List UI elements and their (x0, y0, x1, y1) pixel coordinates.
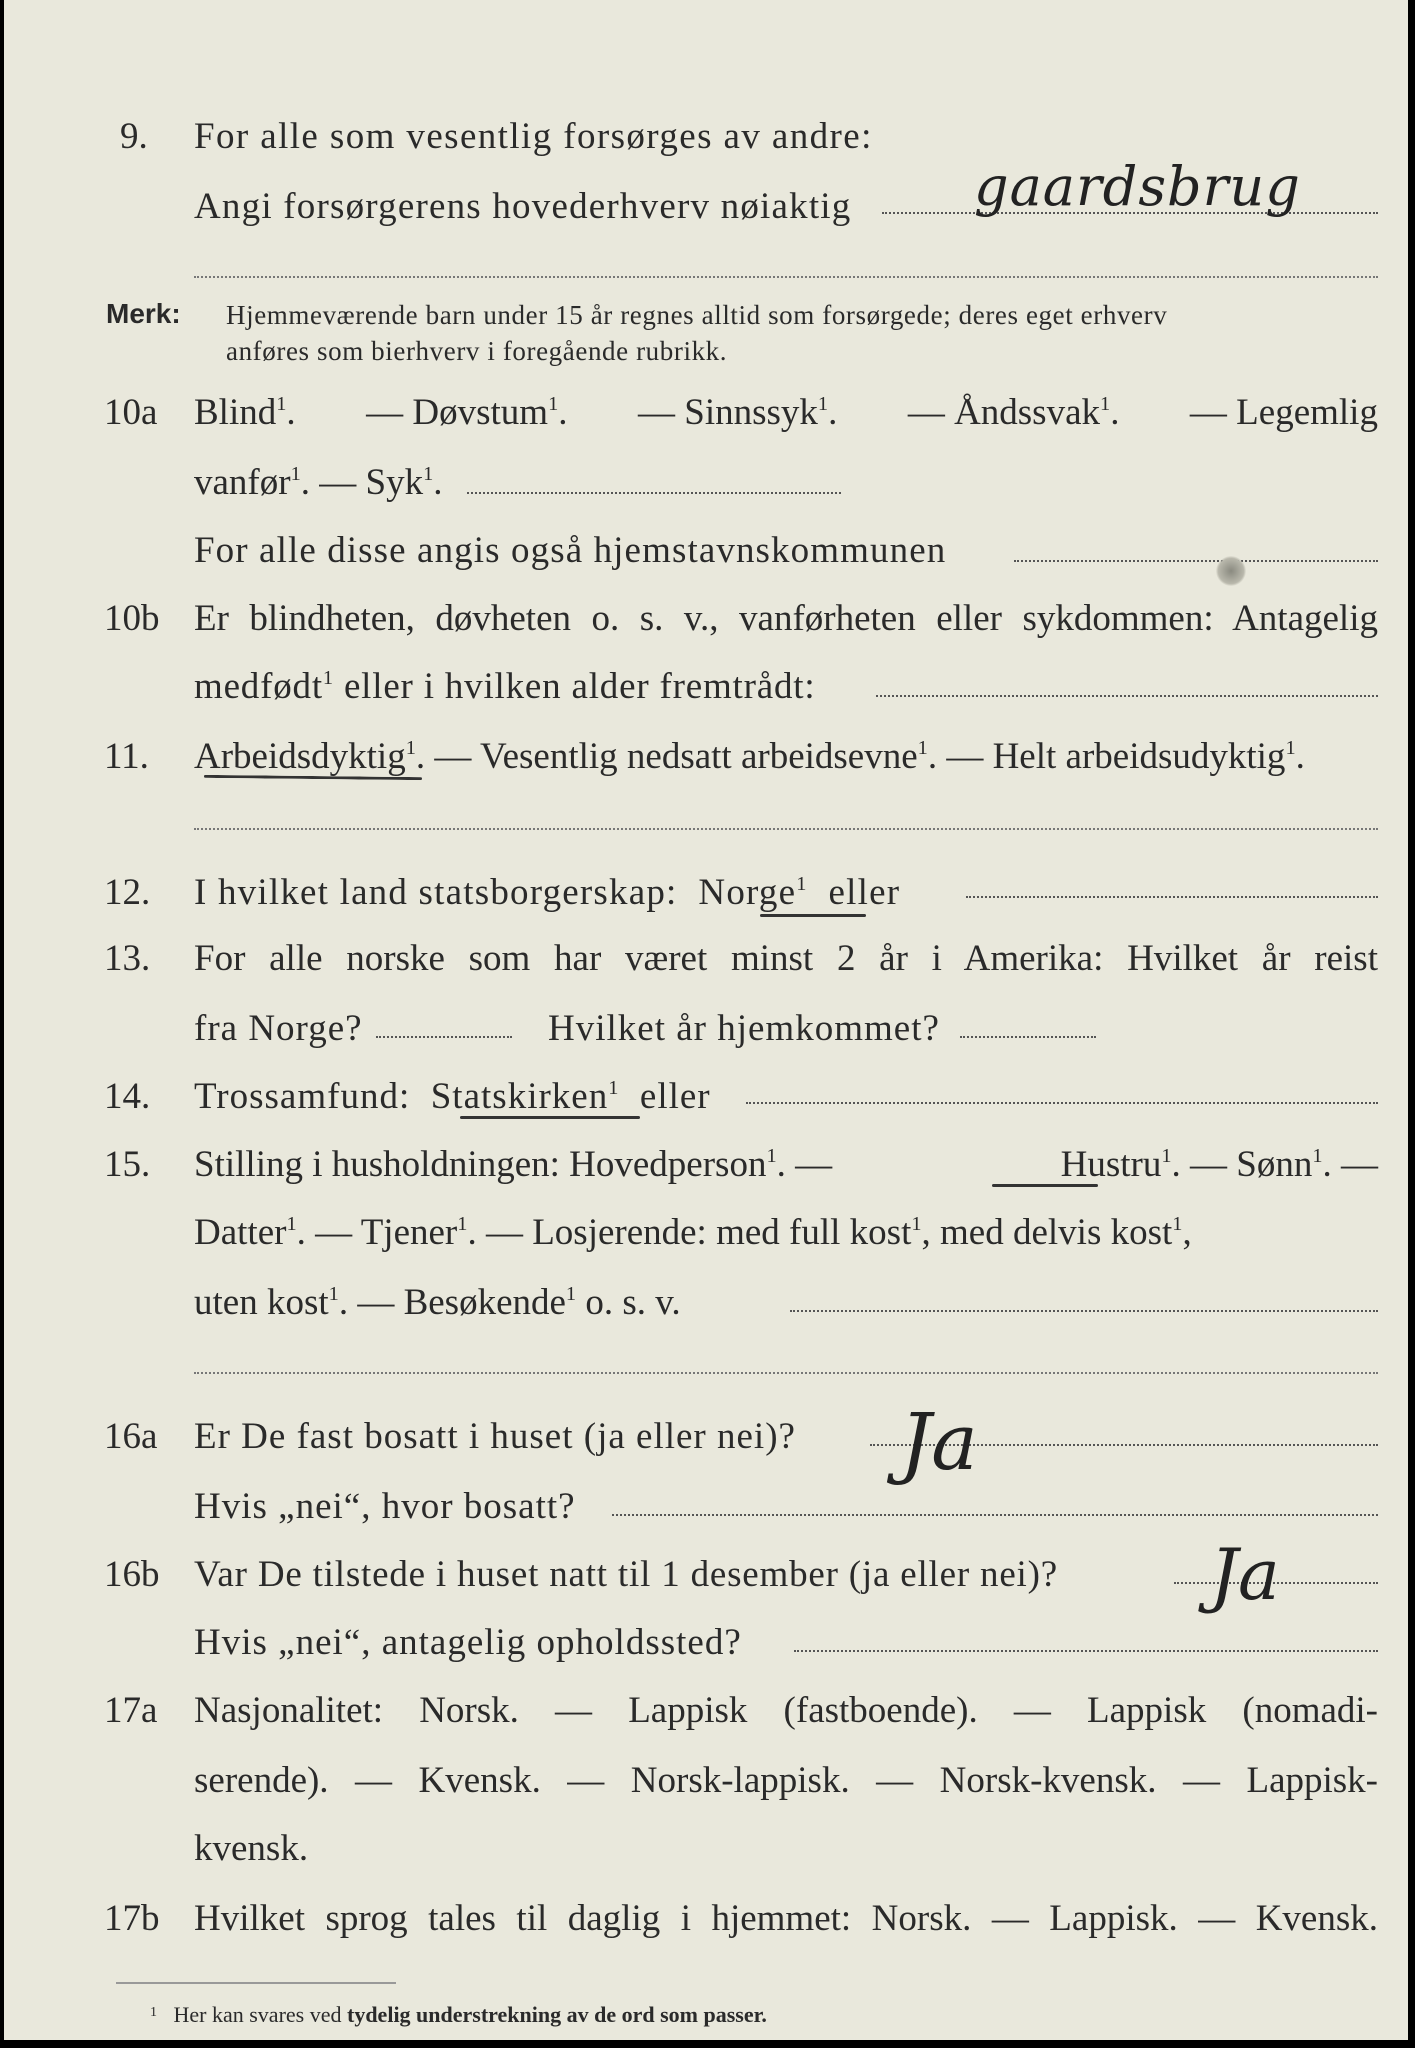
q16a-bosatt-line (612, 1514, 1378, 1516)
q10a-legemlig: — Legemlig (1189, 392, 1378, 433)
q17b-line1: Hvilket sprog tales til daglig i hjemmet: Norsk. — Lappisk. — Kvensk. (194, 1898, 1378, 1939)
census-form-page (4, 0, 1408, 2040)
q10a-dovstum: — Døvstum$^1$. (366, 392, 568, 433)
q14-answer-line (746, 1102, 1378, 1104)
merk-line2: anføres som bierhverv i foregående rubrikk. (226, 336, 728, 366)
q10a-syk-line (467, 492, 841, 494)
q16a-number: 16a (104, 1416, 158, 1457)
q10b-number: 10b (104, 598, 160, 639)
q9-handwritten-answer: gaardsbrug (974, 155, 1301, 218)
q14-underline-mark (460, 1116, 640, 1119)
q13-line1: For alle norske som har været minst 2 år i Amerika: Hvilket år reist (194, 938, 1378, 979)
q12-norge: Norge (698, 872, 797, 913)
q9-line2: Angi forsørgerens hovederhverv nøiaktig (194, 186, 852, 227)
q14-line: Trossamfund: Statskirken$^1$ eller (194, 1076, 711, 1117)
q15-line2: Datter$^1$. — Tjener$^1$. — Losjerende: med full kost$^1$, med delvis kost$^1$, (194, 1212, 1192, 1253)
q14-statskirken: Statskirken (430, 1076, 609, 1117)
q12-underline-mark (760, 914, 866, 917)
q16b-line1: Var De tilstede i huset natt til 1 desember (ja eller nei)? (194, 1554, 1058, 1595)
q16a-line1: Er De fast bosatt i huset (ja eller nei)? (194, 1416, 796, 1457)
q10b-answer-line (876, 695, 1378, 697)
q17a-line1: Nasjonalitet: Norsk. — Lappisk (fastboende). — Lappisk (nomadi- (194, 1690, 1378, 1731)
q13-line2b: Hvilket år hjemkommet? (548, 1008, 940, 1049)
footnote: $^1$ Her kan svares ved tydelig understrekning av de ord som passer. (150, 2002, 767, 2027)
q12-number: 12. (104, 872, 151, 913)
q13-hjemkommet-line (960, 1036, 1096, 1038)
q11-line: Arbeidsdyktig$^1$. — Vesentlig nedsatt arbeidsevne$^1$. — Helt arbeidsudyktig$^1$. (194, 736, 1305, 777)
q9-extra-line (194, 276, 1378, 278)
q10a-blind: Blind$^1$. (194, 392, 296, 433)
q16b-line2: Hvis „nei“, antagelig opholdssted? (194, 1622, 742, 1663)
q10a-andssvak: — Åndssvak$^1$. (907, 392, 1120, 433)
q10a-line2: vanfør$^1$. — Syk$^1$. (194, 462, 443, 503)
q15-answer-line (790, 1310, 1378, 1312)
q11-number: 11. (104, 736, 149, 777)
q15-extra-line (194, 1372, 1378, 1374)
merk-line1: Hjemmeværende barn under 15 år regnes alltid som forsørgede; deres eget erhverv (226, 300, 1168, 330)
q10a-line1 (194, 394, 1378, 431)
q15-number: 15. (104, 1144, 151, 1185)
q11-extra-line (194, 828, 1378, 830)
q16b-opholdssted-line (794, 1650, 1378, 1652)
q15-hustru: Hustru (1060, 1144, 1162, 1185)
footnote-rule (116, 1982, 396, 1984)
q15-underline-mark (992, 1184, 1098, 1187)
q16a-line2: Hvis „nei“, hvor bosatt? (194, 1486, 576, 1527)
q10a-number: 10a (104, 392, 158, 433)
q9-number: 9. (120, 116, 148, 157)
merk-label: Merk: (106, 298, 181, 329)
ink-blot (1216, 556, 1246, 586)
q13-number: 13. (104, 938, 151, 979)
q10b-line2: medfødt$^1$ eller i hvilken alder fremtrådt: (194, 666, 816, 707)
q17a-line2: serende). — Kvensk. — Norsk-lappisk. — Norsk-kvensk. — Lappisk- (194, 1760, 1378, 1801)
q15-line1: Stilling i husholdningen: Hovedperson$^1$. — Hustru$^1$. — Sønn$^1$. — (194, 1144, 1378, 1185)
q10a-sinnssyk: — Sinnssyk$^1$. (638, 392, 838, 433)
q10a-hjemstavn-line (1014, 560, 1378, 562)
q16b-number: 16b (104, 1554, 160, 1595)
q15-line3: uten kost$^1$. — Besøkende$^1$ o. s. v. (194, 1282, 681, 1323)
q12-line: I hvilket land statsborgerskap: Norge$^1$ eller (194, 872, 901, 913)
q12-answer-line (966, 896, 1378, 898)
q11-arbeidsdyktig: Arbeidsdyktig (194, 736, 406, 777)
q10a-line3: For alle disse angis også hjemstavnskommunen (194, 530, 947, 571)
q17b-number: 17b (104, 1898, 160, 1939)
q10b-line1: Er blindheten, døvheten o. s. v., vanførheten eller sykdommen: Antagelig (194, 598, 1378, 639)
q13-reist-line (376, 1036, 512, 1038)
q16a-handwritten-answer: Ja (900, 1398, 978, 1488)
q13-line2a: fra Norge? (194, 1008, 363, 1049)
q17a-number: 17a (104, 1690, 158, 1731)
q17a-line3: kvensk. (194, 1828, 309, 1869)
q14-number: 14. (104, 1076, 151, 1117)
q9-line1: For alle som vesentlig forsørges av andre: (194, 116, 873, 157)
q16b-handwritten-answer: Ja (1210, 1534, 1280, 1616)
